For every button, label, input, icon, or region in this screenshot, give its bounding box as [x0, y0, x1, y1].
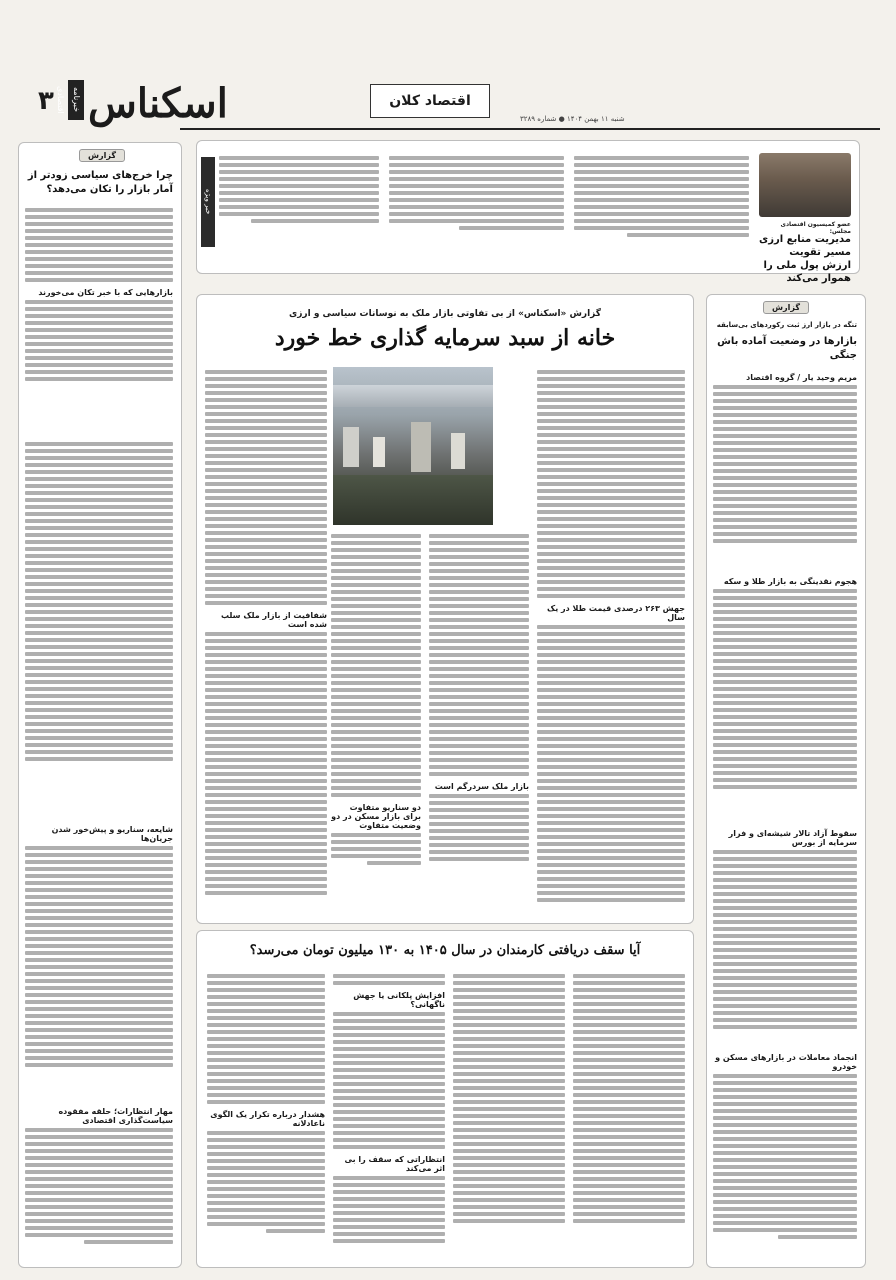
interview-text-col-3	[219, 153, 379, 265]
left-text-block-4	[25, 1101, 173, 1261]
bottom-subhead-1: افزایش پلکانی یا جهش ناگهانی؟	[353, 991, 445, 1009]
left-text-block-3	[25, 819, 173, 1099]
date-line: شنبه ۱۱ بهمن ۱۴۰۴ ● شماره ۳۲۸۹	[520, 115, 625, 123]
bottom-article-headline: آیا سقف دریافتی کارمندان در سال ۱۴۰۵ به ۱۳۰ میلیون تومان می‌رسد؟	[249, 943, 641, 958]
main-article-headline: خانه از سبد سرمایه گذاری خط خورد	[274, 325, 616, 351]
main-subhead-1: جهش ۲۶۳ درصدی قیمت طلا در یک سال	[547, 604, 685, 622]
interview-headline: مدیریت منابع ارزی مسیر تقویت ارزش پول ملی را هموار می‌کند	[759, 234, 851, 284]
right-subhead-2: هجوم نقدینگی به بازار طلا و سکه	[723, 577, 857, 586]
right-text-block-3	[713, 823, 857, 1043]
left-column-headline: چرا خرج‌های سیاسی زودتر از آمار بازار را تکان می‌دهد؟	[27, 170, 173, 195]
right-column-box	[706, 294, 866, 1268]
main-text-col-2	[429, 531, 529, 915]
interviewee-photo	[759, 153, 851, 217]
right-text-block-2	[713, 571, 857, 821]
right-subhead-4: انجماد معاملات در بازارهای مسکن و خودرو	[715, 1053, 857, 1071]
interview-caption: عضو کمیسیون اقتصادی مجلس:	[780, 221, 851, 235]
left-subhead-2: شایعه، سناریو و پیش‌خور شدن جریان‌ها	[51, 825, 173, 843]
right-subhead-3: سقوط آزاد تالار شیشه‌ای و فرار سرمایه از بورس	[728, 829, 857, 847]
main-text-col-1	[537, 367, 685, 915]
bottom-text-col-3	[333, 971, 445, 1261]
section-title: اقتصاد کلان	[370, 84, 490, 118]
newspaper-logo: اسکناس	[88, 80, 228, 127]
main-text-col-3	[331, 531, 421, 915]
left-text-block-2	[25, 439, 173, 819]
main-article-kicker: گزارش «اسکناس» از بی تفاوتی بازار ملک به نوسانات سیاسی و ارزی	[288, 309, 602, 319]
right-text-block-4	[713, 1047, 857, 1257]
left-column-tag: گزارش	[79, 149, 125, 162]
right-text-block-1	[713, 367, 857, 567]
right-subhead-1: مریم وحید یار / گروه اقتصاد	[746, 373, 857, 382]
left-text-block-1	[25, 205, 173, 435]
bottom-article-box	[196, 930, 694, 1268]
top-interview-box	[196, 140, 860, 284]
bottom-subhead-3: انتظاراتی که سقف را بی اثر می‌کند	[344, 1155, 445, 1173]
interview-text-col-2	[389, 153, 564, 265]
left-subhead-3: مهار انتظارات؛ حلقه مفقوده سیاست‌گذاری اقتصادی	[58, 1107, 173, 1125]
main-text-col-4	[205, 367, 327, 915]
main-article-box	[196, 294, 694, 924]
special-news-tag: خبر ویژه	[201, 157, 215, 247]
main-subhead-4: دو سناریو متفاوت برای بازار مسکن در دو وضعیت متفاوت	[331, 803, 421, 830]
left-column-box	[18, 142, 182, 1268]
right-column-headline: بازارها در وضعیت آماده باش جنگی	[717, 336, 857, 361]
bottom-text-col-1	[573, 971, 685, 1261]
logo-subtitle: خبرنامه اقتصادی	[68, 80, 84, 120]
bottom-text-col-4	[207, 971, 325, 1261]
bottom-text-col-2	[453, 971, 565, 1261]
right-column-kicker: تنگه در بازار ارز ثبت رکوردهای بی‌سابقه	[716, 321, 857, 329]
left-subhead-1: بازارهایی که با خبر تکان می‌خورند	[38, 288, 173, 297]
bottom-subhead-2: هشدار درباره تکرار یک الگوی ناعادلانه	[210, 1110, 325, 1128]
interview-text-col-1	[574, 153, 749, 265]
city-photo	[333, 367, 493, 525]
page-number: ۳	[38, 86, 54, 116]
main-subhead-3: شفافیت از بازار ملک سلب شده است	[220, 611, 327, 629]
right-column-tag: گزارش	[763, 301, 809, 314]
main-subhead-2: بازار ملک سردرگم است	[434, 782, 529, 791]
